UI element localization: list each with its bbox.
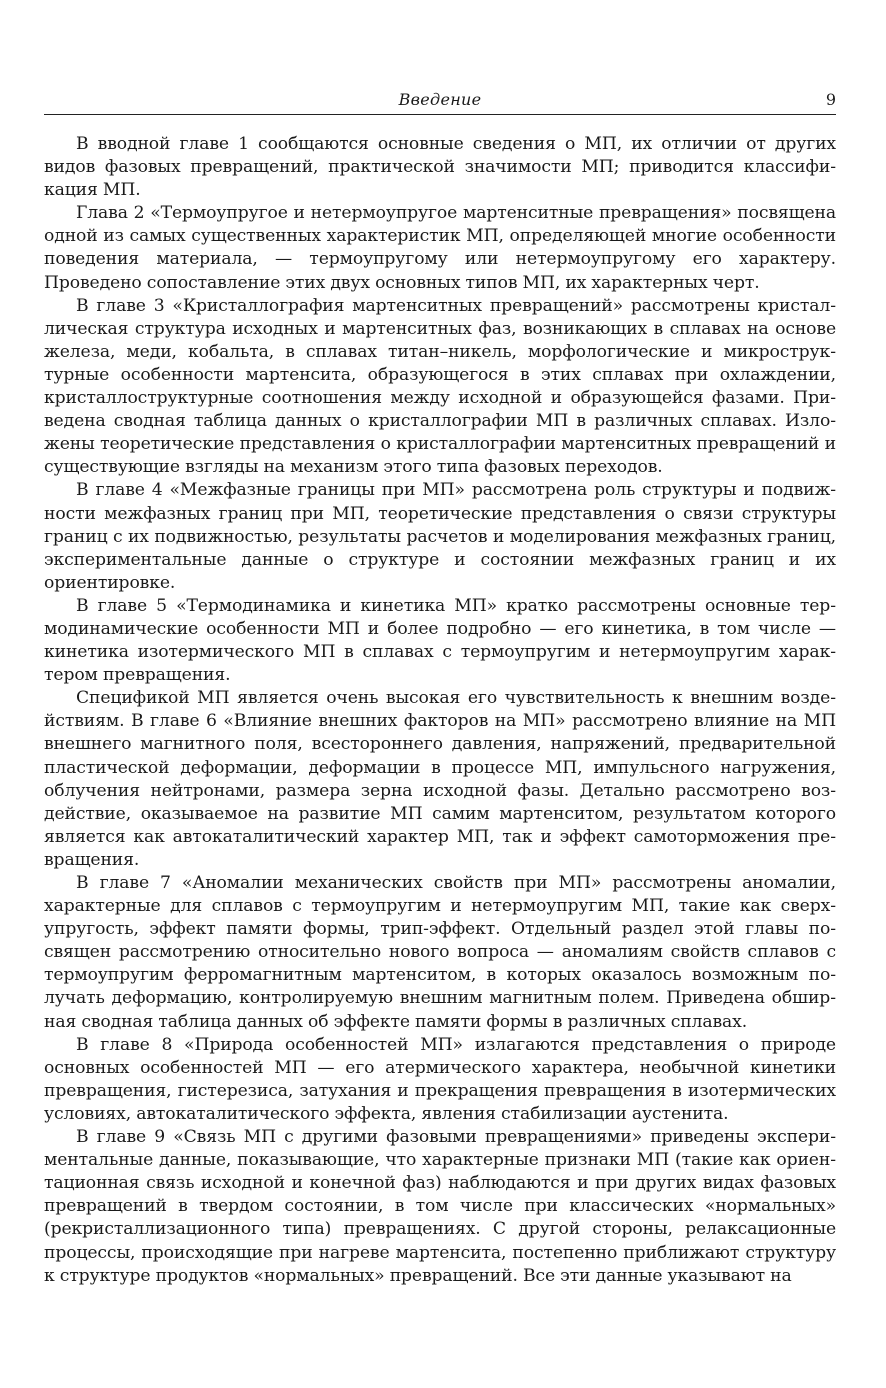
paragraph: Глава 2 «Термоупругое и нетермоупругое мартенситные превращения» посвящена одной из самых существенных характеристик МП, определяющей многие особенности поведения материала, — термоупругому или нетермоупругому его характеру. Проведено сопоставление этих двух основных типов МП, их характерных черт.: [44, 203, 836, 293]
page-number: 9: [825, 90, 836, 109]
paragraph: В главе 5 «Термодинамика и кинетика МП» кратко рассмотрены основные термодинамические особенности МП и более подробно — его кинетика, в том числе — кинетика изотермического МП в сплавах с термоупругим и нетермоупругим характером превращения.: [44, 595, 836, 686]
running-header: [44, 88, 836, 115]
paragraph: В главе 3 «Кристаллография мартенситных превращений» рассмотрены кристаллическая структура исходных и мартенситных фаз, возникающих в сплавах на основе железа, меди, кобальта, в сплавах титан–никель, морфологические и микроструктурные особенности мартенсита, образующегося в этих сплавах при охлаждении, кристаллоструктурные соотношения между исходной и образующейся фазами. Приведена сводная таблица данных о кристаллографии МП в различных сплавах. Изложены теоретические представления о кристаллографии мартенситных превращений и существующие взгляды на механизм этого типа фазовых переходов.: [44, 295, 836, 478]
paragraph: В главе 4 «Межфазные границы при МП» рассмотрена роль структуры и подвижности межфазных границ при МП, теоретические представления о связи структуры границ с их подвижностью, результаты расчетов и моделирования межфазных границ, экспериментальные данные о структуре и состоянии межфазных границ и их ориентировке.: [44, 480, 836, 593]
paragraph: В главе 9 «Связь МП с другими фазовыми превращениями» приведены экспериментальные данные, показывающие, что характерные признаки МП (такие как ориентационная связь исходной и конечной фаз) наблюдаются и при других видах фазовых превращений в твердом состоянии, в том числе при классических «нормальных» (рекристаллизационного типа) превращениях. С другой стороны, релаксационные процессы, происходящие при нагреве мартенсита, постепенно приближают структуру к структуре продуктов «нормальных» превращений. Все эти данные указывают на: [44, 1127, 836, 1286]
paragraph: В вводной главе 1 сообщаются основные сведения о МП, их отличии от других видов фазовых превращений, практической значимости МП; приводится классификация МП.: [44, 134, 836, 201]
running-head-title: Введение: [398, 90, 482, 109]
paragraph: Спецификой МП является очень высокая его чувствительность к внешним воздействиям. В главе 6 «Влияние внешних факторов на МП» рассмотрено влияние на МП внешнего магнитного поля, всестороннего давления, напряжений, предварительной пластической деформации, деформации в процессе МП, импульсного нагружения, облучения нейтронами, размера зерна исходной фазы. Детально рассмотрено воздействие, оказываемое на развитие МП самим мартенситом, результатом которого является как автокаталитический характер МП, так и эффект самоторможения превращения.: [44, 688, 836, 870]
body-text: [44, 133, 836, 1288]
paragraph: В главе 8 «Природа особенностей МП» излагаются представления о природе основных особенностей МП — его атермического характера, необычной кинетики превращения, гистерезиса, затухания и прекращения превращения в изотермических условиях, автокаталитического эффекта, явления стабилизации аустенита.: [44, 1034, 836, 1124]
paragraph: В главе 7 «Аномалии механических свойств при МП» рассмотрены аномалии, характерные для сплавов с термоупругим и нетермоупругим МП, такие как сверхупругость, эффект памяти формы, трип-эффект. Отдельный раздел этой главы посвящен рассмотрению относительно нового вопроса — аномалиям свойств сплавов с термоупругим ферромагнитным мартенситом, в которых оказалось возможным получать деформацию, контролируемую внешним магнитным полем. Приведена обширная сводная таблица данных об эффекте памяти формы в различных сплавах.: [44, 873, 836, 1032]
